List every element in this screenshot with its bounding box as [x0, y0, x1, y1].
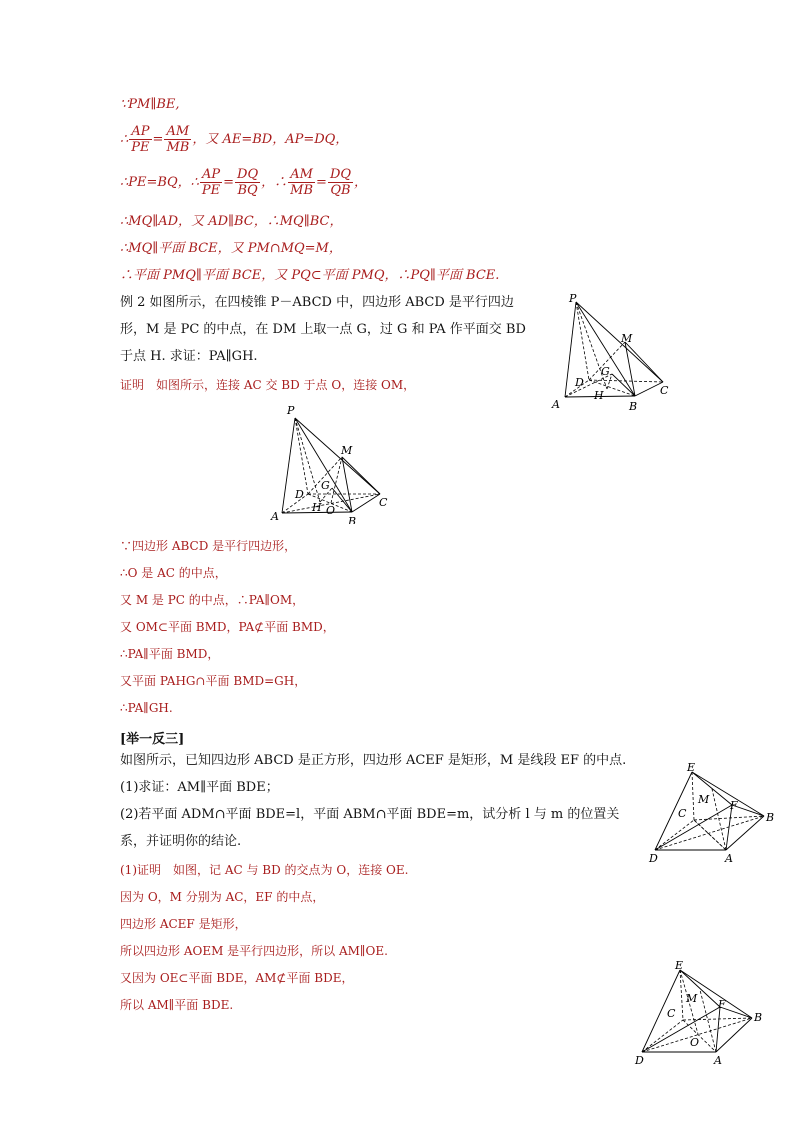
- vertex-label: B: [766, 811, 775, 824]
- denominator: MB: [166, 140, 190, 155]
- proof-line: ∴MQ∥AD，又 AD∥BC，∴MQ∥BC，: [120, 214, 343, 229]
- vertex-label: B: [629, 400, 638, 413]
- example-text: 形，M 是 PC 的中点，在 DM 上取一点 G，过 G 和 PA 作平面交 BD: [120, 322, 526, 337]
- proof-line: 又 M 是 PC 的中点，∴PA∥OM，: [120, 593, 305, 607]
- vertex-label: A: [714, 1054, 722, 1067]
- vertex-label: M: [621, 332, 633, 345]
- vertex-label: B: [754, 1011, 763, 1024]
- proof-line: ∴MQ∥平面 BCE，又 PM∩MQ=M，: [120, 241, 342, 256]
- pyramid-figure-2: [268, 402, 398, 524]
- proof-line: ∴PA∥GH.: [120, 701, 173, 715]
- text: ∴: [120, 132, 129, 147]
- solid-figure-3: [642, 760, 782, 868]
- proof-line: 又因为 OE⊂平面 BDE，AM⊄平面 BDE，: [120, 971, 354, 985]
- vertex-label: M: [341, 444, 353, 457]
- vertex-label: E: [675, 959, 684, 972]
- proof-line: ∵PM∥BE,: [120, 97, 180, 112]
- vertex-label: M: [698, 793, 710, 806]
- proof-line: ∴PA∥平面 BMD，: [120, 647, 220, 661]
- proof-line: 所以 AM∥平面 BDE.: [120, 998, 234, 1012]
- vertex-label: H: [594, 389, 604, 402]
- proof-line: 又平面 PAHG∩平面 BMD=GH，: [120, 674, 307, 688]
- proof-line-fraction: [120, 167, 367, 198]
- proof-line: 又 OM⊂平面 BMD，PA⊄平面 BMD，: [120, 620, 335, 634]
- denominator: BQ: [237, 183, 258, 198]
- vertex-label: F: [718, 998, 726, 1011]
- vertex-label: D: [635, 1054, 644, 1067]
- vertex-label: G: [601, 365, 610, 378]
- question-text: (1)求证：AM∥平面 BDE；: [120, 780, 279, 795]
- proof-line: ∵四边形 ABCD 是平行四边形，: [120, 539, 297, 553]
- numerator: AP: [129, 124, 151, 140]
- proof-line: 因为 O，M 分别为 AC，EF 的中点，: [120, 890, 325, 904]
- denominator: PE: [131, 140, 150, 155]
- text: ∴PE=BQ，∴: [120, 175, 199, 190]
- vertex-label: C: [379, 496, 388, 509]
- numerator: AM: [288, 167, 315, 183]
- fraction: [129, 124, 151, 155]
- text: ，∴: [261, 175, 288, 190]
- vertex-label: F: [730, 799, 738, 812]
- vertex-label: D: [649, 852, 658, 865]
- vertex-label: D: [575, 376, 584, 389]
- vertex-label: M: [686, 992, 698, 1005]
- vertex-label: O: [690, 1036, 700, 1049]
- vertex-label: C: [667, 1007, 676, 1020]
- section-header: [举一反三]: [120, 732, 185, 747]
- example-text: 于点 H. 求证：PA∥GH.: [120, 349, 258, 364]
- proof-line: 所以四边形 AOEM 是平行四边形，所以 AM∥OE.: [120, 944, 388, 958]
- proof-line: ∴O 是 AC 的中点，: [120, 566, 227, 580]
- vertex-label: A: [552, 398, 560, 411]
- proof-heading: 证明 如图所示，连接 AC 交 BD 于点 O，连接 OM，: [120, 378, 416, 392]
- text: =: [223, 175, 235, 190]
- text: ，: [354, 175, 368, 190]
- vertex-label: D: [295, 488, 304, 501]
- numerator: DQ: [329, 167, 352, 182]
- solid-figure-4: [630, 958, 770, 1070]
- pyramid-figure-1: [545, 292, 675, 414]
- denominator: QB: [330, 183, 351, 198]
- text: =: [152, 132, 164, 147]
- fraction: [164, 124, 191, 155]
- proof-line-fraction: [120, 124, 348, 155]
- denominator: MB: [290, 183, 314, 198]
- proof-line: 四边形 ACEF 是矩形，: [120, 917, 247, 931]
- vertex-label: E: [687, 761, 696, 774]
- text: =: [316, 175, 327, 190]
- question-text: 系，并证明你的结论.: [120, 834, 242, 849]
- vertex-label: C: [678, 807, 687, 820]
- proof-line: ∴平面 PMQ∥平面 BCE，又 PQ⊂平面 PMQ，∴PQ∥平面 BCE.: [120, 268, 500, 283]
- fraction: [235, 167, 260, 198]
- vertex-label: A: [271, 510, 279, 523]
- vertex-label: C: [660, 384, 669, 397]
- question-text: (2)若平面 ADM∩平面 BDE=l，平面 ABM∩平面 BDE=m，试分析 l 与 m 的位置关: [120, 807, 620, 822]
- example-text: 例 2 如图所示，在四棱锥 P－ABCD 中，四边形 ABCD 是平行四边: [120, 295, 514, 310]
- proof-line: (1)证明 如图，记 AC 与 BD 的交点为 O，连接 OE.: [120, 863, 409, 877]
- fraction: [288, 167, 315, 198]
- vertex-label: O: [326, 504, 336, 517]
- fraction: [328, 167, 353, 198]
- fraction: [200, 167, 222, 198]
- denominator: PE: [201, 183, 221, 198]
- text: ，又 AE=BD，AP=DQ，: [192, 132, 349, 147]
- vertex-label: P: [569, 292, 577, 305]
- question-text: 如图所示，已知四边形 ABCD 是正方形，四边形 ACEF 是矩形，M 是线段 EF 的中点.: [120, 753, 627, 768]
- vertex-label: G: [321, 479, 330, 492]
- vertex-label: P: [287, 404, 295, 417]
- numerator: AP: [200, 167, 222, 183]
- numerator: AM: [164, 124, 191, 140]
- vertex-label: H: [312, 501, 322, 514]
- vertex-label: B: [348, 515, 357, 524]
- vertex-label: A: [725, 852, 733, 865]
- numerator: DQ: [237, 167, 259, 182]
